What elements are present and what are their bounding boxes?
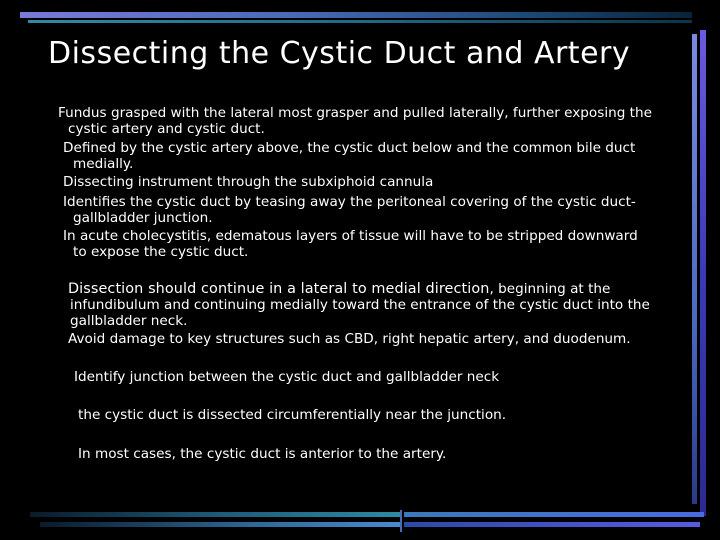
- bullet-text: Fundus grasped with the lateral most grasper and pulled laterally, further exposing the: [58, 105, 652, 121]
- slide-title: Dissecting the Cystic Duct and Artery: [48, 36, 631, 71]
- bullet-lead: Dissection should continue in a lateral to medial direction: [68, 281, 490, 297]
- bullet-fundus: [58, 105, 652, 137]
- bullet-avoid: [68, 331, 631, 347]
- frame-bar-bottom-left: [30, 512, 402, 517]
- bullet-text: Identifies the cystic duct by teasing away the peritoneal covering of the cystic duct-: [63, 194, 636, 210]
- frame-bar-bottom-left-lower: [40, 522, 402, 527]
- bullet-text-cont: gallbladder neck.: [70, 313, 188, 329]
- frame-bar-top: [20, 12, 692, 18]
- bullet-circumferential: [78, 407, 506, 423]
- bullet-text: Defined by the cystic artery above, the cystic duct below and the common bile duct: [63, 140, 636, 156]
- bullet-text-cont: infundibulum and continuing medially toward the entrance of the cystic duct into the: [70, 297, 650, 313]
- bullet-text: Dissecting instrument through the subxiphoid cannula: [63, 174, 434, 190]
- frame-bar-right: [700, 30, 706, 516]
- bullet-text: , beginning at the: [489, 281, 611, 297]
- bullet-text: the cystic duct is dissected circumferentially near the junction.: [78, 407, 507, 423]
- bullet-identifies: [63, 194, 636, 226]
- bullet-text: In acute cholecystitis, edematous layers of tissue will have to be stripped downward: [63, 228, 638, 244]
- bullet-identify-junction: [74, 369, 499, 385]
- bullet-dissection: [68, 281, 650, 329]
- bullet-text-cont: medially.: [73, 156, 134, 172]
- frame-bar-bottom-right-lower: [404, 522, 700, 527]
- bullet-text-cont: gallbladder junction.: [73, 210, 213, 226]
- bullet-text-cont: cystic artery and cystic duct.: [68, 121, 265, 137]
- frame-divider: [400, 510, 402, 532]
- bullet-text: In most cases, the cystic duct is anterior to the artery.: [78, 446, 447, 462]
- frame-bar-top-inner: [28, 20, 692, 23]
- bullet-text: Identify junction between the cystic duct and gallbladder neck: [74, 369, 500, 385]
- bullet-text: Avoid damage to key structures such as CBD, right hepatic artery, and duodenum.: [68, 331, 631, 347]
- bullet-text-cont: to expose the cystic duct.: [73, 244, 249, 260]
- bullet-acute: [63, 228, 638, 260]
- bullet-instrument: [63, 174, 433, 190]
- frame-bar-right-inner: [692, 34, 697, 504]
- bullet-anterior: [78, 446, 446, 462]
- bullet-defined: [63, 140, 635, 172]
- frame-bar-bottom-right: [404, 512, 704, 517]
